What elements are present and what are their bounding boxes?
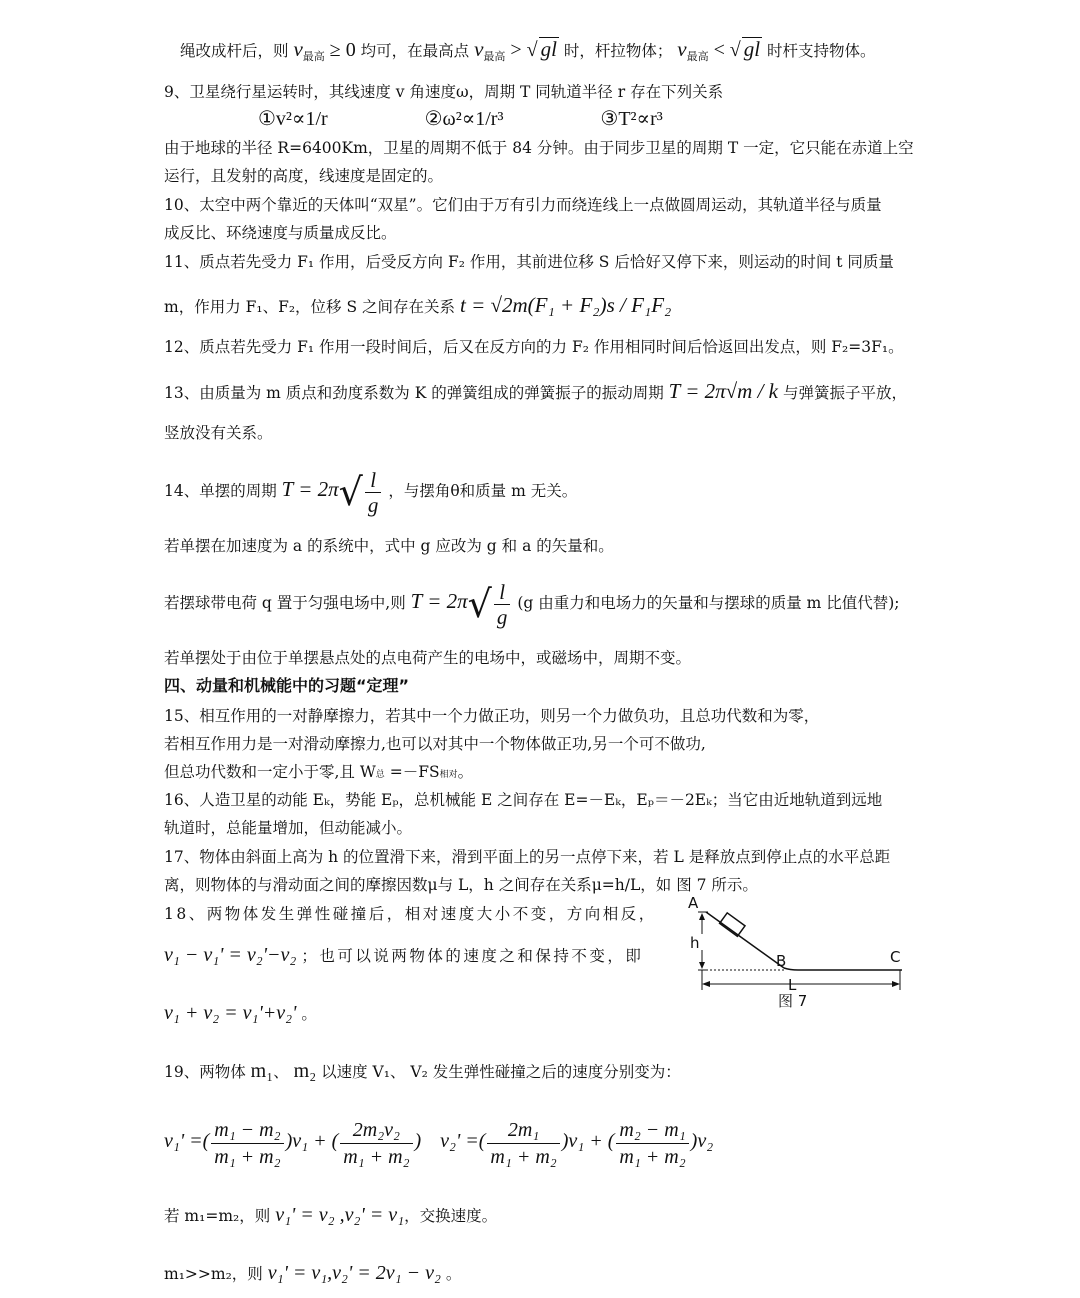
item-14-line-2: 若单摆在加速度为 a 的系统中，式中 g 应改为 g 和 a 的矢量和。 (164, 537, 614, 555)
item-9: 9、卫星绕行星运转时，其线速度 v 角速度ω，周期 T 同轨道半径 r 存在下列关系 (164, 83, 724, 101)
frac-1: $\frac{\text{m₁ − m₂}}{\text{m₁ + m₂}}$ (211, 1117, 283, 1170)
frac-l-over-g: $\frac{l}{g}$ (365, 468, 382, 517)
formula-velocity-sum: v₁ + v₂ = v₁'+v₂' (164, 1002, 297, 1024)
item-9-note-2: 运行，且发射的高度，线速度是固定的。 (164, 167, 444, 185)
text-l20b: ，交换速度。 (404, 1207, 498, 1225)
sub-relative: 相对 (439, 770, 458, 780)
text-l21a: m₁>>m₂，则 (164, 1265, 263, 1283)
gt-sign: > (510, 39, 522, 61)
frac-2: $\frac{\text{2m₂v₂}}{\text{m₁ + m₂}}$ (340, 1117, 412, 1170)
text-l14b: ，与摆角θ和质量 m 无关。 (388, 482, 578, 500)
item-21 (164, 1262, 461, 1285)
paren-3: ) (414, 1130, 422, 1152)
text-l1c: 时，杆拉物体； (563, 42, 673, 60)
h-arrowhead-top (699, 913, 705, 920)
item-13-line-2: 竖放没有关系。 (164, 424, 273, 442)
text-l14d: 若摆球带电荷 q 置于匀强电场中,则 (164, 594, 406, 612)
text-l19a: 19、两物体 (164, 1063, 246, 1081)
text-l14e: (g 由重力和电场力的矢量和与摆球的质量 m 比值代替); (517, 594, 900, 612)
formula-heavy-light: v₁' = v₁,v₂' = 2v₁ − v₂ (267, 1262, 441, 1284)
label-h: h (690, 934, 700, 952)
item-16-line-2: 轨道时，总能量增加，但动能减小。 (164, 819, 413, 837)
formula-pendulum-T-2: T = 2π (410, 589, 468, 613)
text-l21b: 。 (445, 1265, 462, 1283)
item-10-line-2: 成反比、环绕速度与质量成反比。 (164, 224, 397, 242)
geq-zero: ≥ 0 (329, 39, 356, 61)
L-arrowhead-right (892, 981, 900, 987)
frac-3: $\frac{\text{2m₁}}{\text{m₁ + m₂}}$ (487, 1117, 559, 1170)
item-18-line-2 (164, 944, 643, 967)
line-rod-condition (180, 37, 876, 68)
item-11-line-1: 11、质点若先受力 F₁ 作用，后受反方向 F₂ 作用，其前进位移 S 后恰好又停下来，则运动的时间 t 同质量 (164, 253, 894, 271)
h-arrowhead-bottom (699, 962, 705, 969)
relation-2: ②ω²∝1/r³ (424, 108, 504, 130)
v-max-1: $v_{最高}$ (293, 37, 325, 63)
frac-4: $\frac{\text{m₂ − m₁}}{\text{m₁ + m₂}}$ (616, 1117, 688, 1170)
paren-6: )v₂ (690, 1130, 714, 1152)
item-18-line-3 (164, 1002, 317, 1025)
item-17-line-1: 17、物体由斜面上高为 h 的位置滑下来，滑到平面上的另一点停下来，若 L 是释放点到停止点的水平总距 (164, 848, 891, 866)
sqrt-gl-1: √ gl (526, 37, 557, 61)
text-l20a: 若 m₁=m₂，则 (164, 1207, 271, 1225)
item-15-line-2: 若相互作用力是一对滑动摩擦力,也可以对其中一个物体做正功,另一个可不做功, (164, 735, 706, 753)
text-l1d: 时杆支持物体。 (767, 42, 876, 60)
relations-row (258, 108, 663, 131)
text-l18c: 。 (301, 1005, 317, 1023)
lt-sign: < (713, 39, 725, 61)
text-l15d: =－FS (389, 763, 440, 781)
v-max-2: $v_{最高}$ (474, 37, 506, 63)
relation-3: ③T²∝r³ (600, 108, 663, 130)
paren-4: ( (478, 1130, 486, 1152)
L-arrowhead-left (702, 981, 710, 987)
item-19-line-1 (164, 1060, 681, 1083)
text-l15e: 。 (457, 763, 474, 781)
item-19-formulas (164, 1112, 713, 1172)
item-17-line-2: 离，则物体的与滑动面之间的摩擦因数μ与 L，h 之间存在关系μ=h/L，如 图 7 所示。 (164, 876, 758, 894)
item-16-line-1: 16、人造卫星的动能 Eₖ，势能 Eₚ，总机械能 E 之间存在 E=－Eₖ，Eₚ＝－2Eₖ；当它由近地轨道到远地 (164, 791, 883, 809)
item-10-line-1: 10、太空中两个靠近的天体叫“双星”。它们由于万有引力而绕连线上一点做圆周运动，其轨道半径与质量 (164, 196, 882, 214)
figure-7-incline-diagram (684, 890, 910, 1020)
mass-1: m₁ (250, 1060, 274, 1082)
formula-pendulum-T: T = 2π (281, 477, 339, 501)
section-heading-4: 四、动量和机械能中的习题“定理” (164, 676, 410, 695)
formula-time: t = √2m(F₁ + F₂)s / F₁F₂ (459, 293, 672, 317)
sqrt-gl-2: √ gl (729, 37, 761, 61)
figure-caption: 图 7 (778, 992, 808, 1010)
label-L: L (788, 976, 797, 994)
item-11-line-2 (164, 294, 671, 318)
paren-1: ( (202, 1130, 210, 1152)
text-l1a: 绳改成杆后，则 (180, 42, 289, 60)
text-l13b: 与弹簧振子平放， (782, 384, 907, 402)
formula-spring-period: T = 2π√m / k (668, 379, 778, 403)
sub-total: 总 (375, 770, 385, 780)
item-14-line-4: 若单摆处于由位于单摆悬点处的点电荷产生的电场中，或磁场中，周期不变。 (164, 649, 692, 667)
incline-line (706, 912, 787, 970)
item-15-line-1: 15、相互作用的一对静摩擦力，若其中一个力做正功，则另一个力做负功，且总功代数和为零， (164, 707, 820, 725)
text-dun: 、 (273, 1063, 289, 1081)
mass-2: m₂ (293, 1060, 317, 1082)
label-B: B (776, 952, 787, 970)
formula-relative-velocity: v₁ − v₁' = v₂'−v₂ (164, 944, 297, 966)
v2-prime-label: v₂' = (440, 1130, 479, 1152)
item-9-note-1: 由于地球的半径 R=6400Km，卫星的周期不低于 84 分钟。由于同步卫星的周期 T 一定，它只能在赤道上空 (164, 139, 914, 157)
label-A: A (688, 894, 699, 912)
v1-prime-label: v₁' = (164, 1130, 203, 1152)
text-l18b: ；也可以说两物体的速度之和保持不变，即 (301, 947, 644, 965)
item-12: 12、质点若先受力 F₁ 作用一段时间后，后又在反方向的力 F₂ 作用相同时间后恰返回出发点，则 F₂=3F₁。 (164, 338, 904, 356)
item-20 (164, 1204, 497, 1227)
item-14-line-3: 若摆球带电荷 q 置于匀强电场中,则 T = 2π√ $\frac{l}{g}$ (g 由重力和电场力的矢量和与摆球的质量 m 比值代替); (164, 579, 900, 629)
paren-2: )v₁ + ( (285, 1130, 339, 1152)
item-13-line-1 (164, 380, 907, 404)
text-l13a: 13、由质量为 m 质点和劲度系数为 K 的弹簧组成的弹簧振子的振动周期 (164, 384, 664, 402)
frac-l-over-g-2: $\frac{l}{g}$ (494, 580, 511, 629)
v-max-3: $v_{最高}$ (677, 37, 709, 63)
item-14-line-1: 14、单摆的周期 T = 2π√ $\frac{l}{g}$ ，与摆角θ和质量 m 无关。 (164, 467, 578, 517)
formula-exchange: v₁' = v₂ ,v₂' = v₁ (275, 1204, 405, 1226)
text-l11b: m，作用力 F₁、F₂，位移 S 之间存在关系 (164, 298, 456, 316)
text-l1b: 均可，在最高点 (360, 42, 470, 60)
relation-1: ①v²∝1/r (258, 108, 328, 130)
paren-5: )v₁ + ( (561, 1130, 615, 1152)
item-15-line-3 (164, 761, 473, 786)
text-l14a: 14、单摆的周期 (164, 482, 277, 500)
label-C: C (890, 948, 901, 966)
text-l15c: 但总功代数和一定小于零,且 W (164, 763, 376, 781)
text-l19b: 以速度 V₁、 V₂ 发生弹性碰撞之后的速度分别变为： (321, 1063, 681, 1081)
item-18-line-1: 18、两物体发生弹性碰撞后，相对速度大小不变，方向相反， (164, 905, 657, 923)
